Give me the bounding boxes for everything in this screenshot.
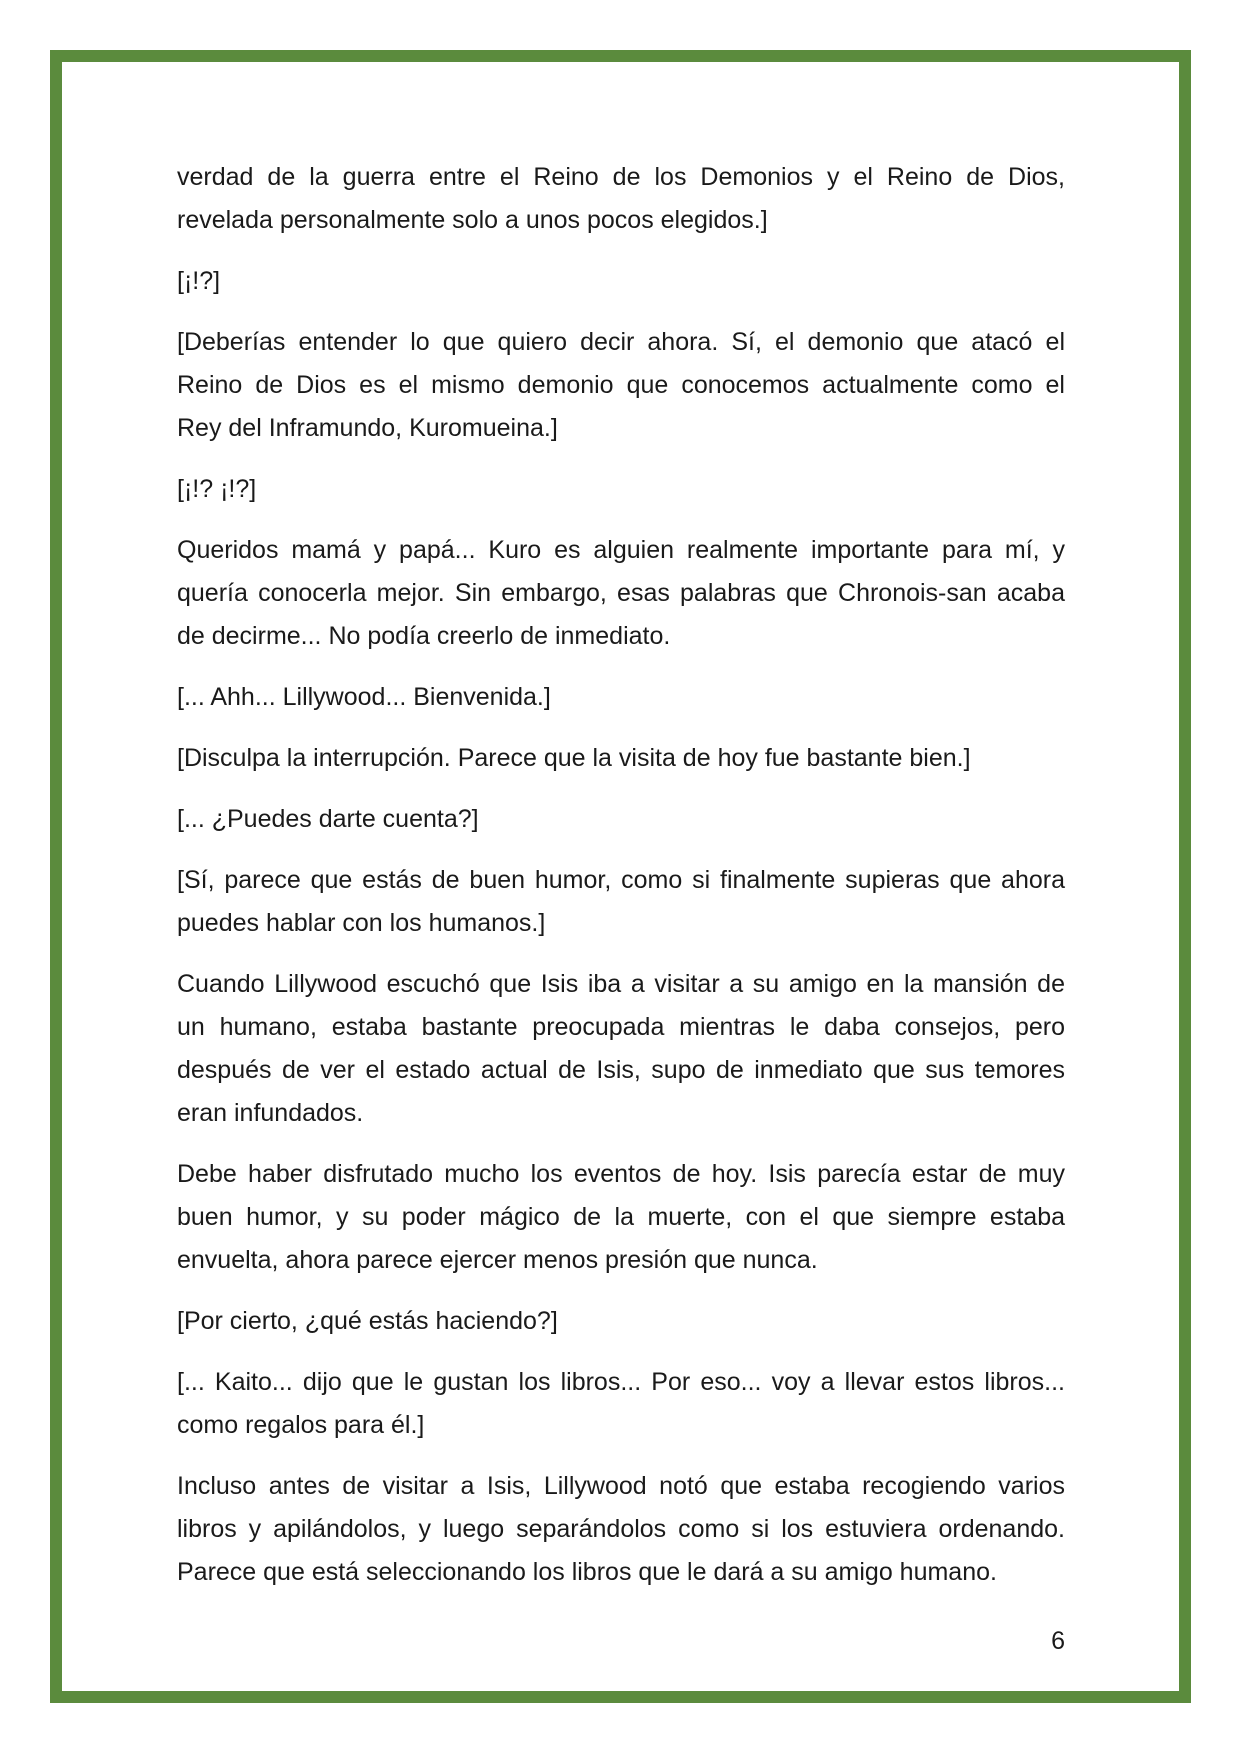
- text-line: un humano, estaba bastante preocupada mientras le daba consejos, pero: [177, 1013, 1065, 1041]
- text-line: Incluso antes de visitar a Isis, Lillywood notó que estaba recogiendo varios: [177, 1472, 1065, 1500]
- text-line: [Disculpa la interrupción. Parece que la visita de hoy fue bastante bien.]: [177, 744, 971, 772]
- text-line: Reino de Dios es el mismo demonio que conocemos actualmente como el: [177, 371, 1065, 399]
- paragraph: [177, 737, 1065, 780]
- text-line: como regalos para él.]: [177, 1411, 425, 1439]
- text-line: buen humor, y su poder mágico de la muerte, con el que siempre estaba: [177, 1203, 1065, 1231]
- text-line: [Por cierto, ¿qué estás haciendo?]: [177, 1307, 558, 1335]
- paragraph: [177, 1153, 1065, 1282]
- text-line: de decirme... No podía creerlo de inmediato.: [177, 622, 671, 650]
- paragraph: [177, 260, 1065, 303]
- paragraph: [177, 859, 1065, 945]
- text-line: [Sí, parece que estás de buen humor, como si finalmente supieras que ahora: [177, 866, 1065, 894]
- paragraph: [177, 468, 1065, 511]
- text-line: Debe haber disfrutado mucho los eventos de hoy. Isis parecía estar de muy: [177, 1160, 1065, 1188]
- text-line: verdad de la guerra entre el Reino de los Demonios y el Reino de Dios,: [177, 163, 1065, 191]
- text-line: [Deberías entender lo que quiero decir ahora. Sí, el demonio que atacó el: [177, 328, 1065, 356]
- text-line: [... Kaito... dijo que le gustan los libros... Por eso... voy a llevar estos libros...: [177, 1368, 1065, 1396]
- text-line: Parece que está seleccionando los libros que le dará a su amigo humano.: [177, 1558, 997, 1586]
- text-line: eran infundados.: [177, 1099, 364, 1127]
- paragraph: [177, 1465, 1065, 1594]
- page-number: 6: [1051, 1627, 1065, 1655]
- text-line: Cuando Lillywood escuchó que Isis iba a visitar a su amigo en la mansión de: [177, 970, 1065, 998]
- text-line: Rey del Inframundo, Kuromueina.]: [177, 414, 558, 442]
- text-line: [... Ahh... Lillywood... Bienvenida.]: [177, 683, 551, 711]
- paragraph: [177, 321, 1065, 450]
- text-line: Queridos mamá y papá... Kuro es alguien realmente importante para mí, y: [177, 536, 1065, 564]
- text-line: quería conocerla mejor. Sin embargo, esas palabras que Chronois-san acaba: [177, 579, 1065, 607]
- paragraph: [177, 156, 1065, 242]
- text-content: [177, 156, 1065, 1612]
- text-line: puedes hablar con los humanos.]: [177, 909, 546, 937]
- text-line: [... ¿Puedes darte cuenta?]: [177, 805, 479, 833]
- paragraph: [177, 1300, 1065, 1343]
- text-line: revelada personalmente solo a unos pocos elegidos.]: [177, 206, 768, 234]
- paragraph: [177, 963, 1065, 1135]
- paragraph: [177, 676, 1065, 719]
- paragraph: [177, 529, 1065, 658]
- paragraph: [177, 1361, 1065, 1447]
- text-line: libros y apilándolos, y luego separándolos como si los estuviera ordenando.: [177, 1515, 1065, 1543]
- text-line: [¡!? ¡!?]: [177, 475, 257, 503]
- paragraph: [177, 798, 1065, 841]
- text-line: después de ver el estado actual de Isis, supo de inmediato que sus temores: [177, 1056, 1065, 1084]
- text-line: [¡!?]: [177, 267, 221, 295]
- text-line: envuelta, ahora parece ejercer menos presión que nunca.: [177, 1246, 818, 1274]
